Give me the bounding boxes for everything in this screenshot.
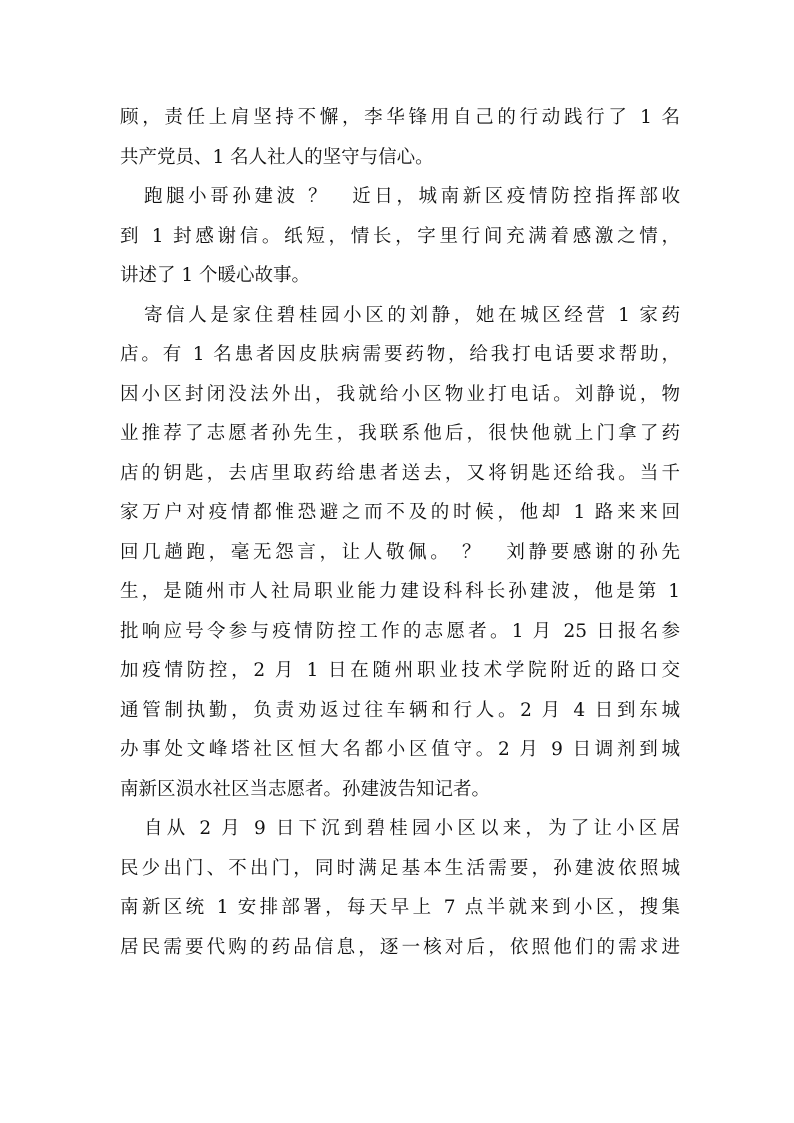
- text-line: 南新区统 1 安排部署，每天早上 7 点半就来到小区，搜集: [120, 897, 680, 918]
- text-line: 家万户对疫情都惟恐避之而不及的时候，他却 1 路来来回: [120, 502, 680, 523]
- text-line: 共产党员、1 名人社人的坚守与信心。: [120, 146, 434, 168]
- text-line: 店的钥匙，去店里取药给患者送去，又将钥匙还给我。当千: [120, 462, 680, 484]
- text-line: 居民需要代购的药品信息，逐一核对后，依照他们的需求进: [120, 936, 680, 958]
- text-line: 民少出门、不出门，同时满足基本生活需要，孙建波依照城: [120, 857, 680, 879]
- text-line: 办事处文峰塔社区恒大名都小区值守。2 月 9 日调剂到城: [120, 739, 680, 760]
- text-line: 批响应号令参与疫情防控工作的志愿者。1 月 25 日报名参: [120, 620, 680, 642]
- text-line: 讲述了 1 个暖心故事。: [120, 265, 311, 286]
- text-line: 生，是随州市人社局职业能力建设科科长孙建波，他是第 1: [120, 581, 680, 602]
- text-line: 自从 2 月 9 日下沉到碧桂园小区以来，为了让小区居: [144, 818, 680, 839]
- text-line: 加疫情防控，2 月 1 日在随州职业技术学院附近的路口交: [120, 660, 680, 681]
- text-line: 店。有 1 名患者因皮肤病需要药物，给我打电话要求帮助，: [120, 344, 680, 365]
- document-body: [120, 98, 680, 967]
- text-line: 回几趟跑，毫无怨言，让人敬佩。 ？ 刘静要感谢的孙先: [120, 541, 680, 563]
- text-line: 到 1 封感谢信。纸短，情长，字里行间充满着感激之情，: [120, 225, 680, 247]
- text-line: 南新区涢水社区当志愿者。孙建波告知记者。: [120, 778, 491, 800]
- text-line: 顾，责任上肩坚持不懈，李华锋用自己的行动践行了 1 名: [120, 107, 680, 128]
- text-line: 因小区封闭没法外出，我就给小区物业打电话。刘静说，物: [120, 383, 680, 405]
- text-line: 通管制执勤，负责劝返过往车辆和行人。2 月 4 日到东城: [120, 699, 680, 721]
- text-line: 业推荐了志愿者孙先生，我联系他后，很快他就上门拿了药: [120, 423, 680, 444]
- text-line: 寄信人是家住碧桂园小区的刘静，她在城区经营 1 家药: [144, 304, 680, 326]
- text-line: 跑腿小哥孙建波 ？ 近日，城南新区疫情防控指挥部收: [144, 186, 680, 207]
